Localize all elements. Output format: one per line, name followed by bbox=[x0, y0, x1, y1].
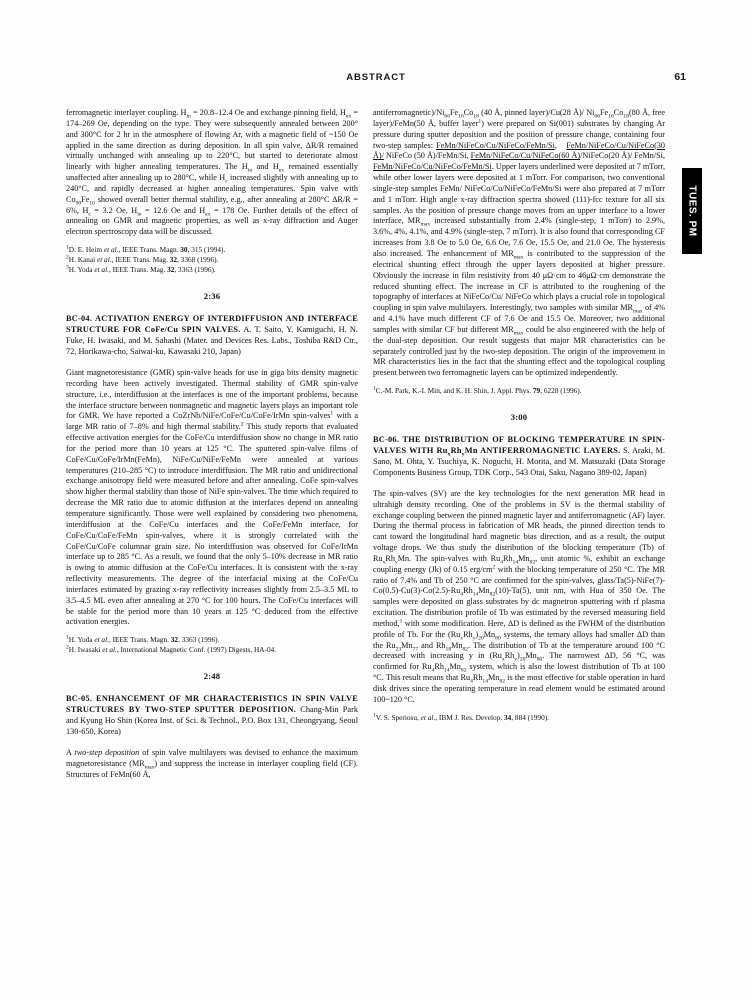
right-column bbox=[373, 108, 665, 723]
page-title: ABSTRACT bbox=[346, 72, 406, 83]
continued-abstract-paragraph: ferromagnetic interlayer coupling. $H_{in} = 20.8-12.4$ Oe and exchange pinning field, $H_{ex} = 174-269$ Oe, depending on the type. They were subsequently annealed between 200° and 300°C for 2 hr in the atmosphere of flowing Ar, with a magnetic field of ~150 Oe applied in the same direction as during deposition. In all spin valve, ΔR/R remained virtually unchanged with annealing up to 220°C, but started to deteriorate almost linearly with higher annealing temperatures. The $H_{in}$ and $H_{ex}$ remained essentially unaffected after annealing up to 280°C, while $H_c$ increased slightly with annealing up to 240°C, and rapidly decreased at higher annealing temperatures. Spin valve with $Co_{90}Fe_{10}$ showed overall better thermal stability, e.g., after annealing at 280°C ΔR/R = 6%, $H_c = 3.2$ Oe, $H_{in} = 12.6$ Oe and $H_{ex} = 178$ Oe. Further details of the effect of annealing on GMR and magnetic properties, as well as x-ray diffraction and Auger electron spectroscopy data will be discussed. bbox=[66, 108, 359, 237]
abstract-references-bc04 bbox=[66, 635, 358, 655]
abstract-authors-bc06: S. Araki, M. Sano, M. Ohta, Y. Tsuchiya, K. Noguchi, H. Morita, and M. Matsuzaki bbox=[373, 446, 666, 466]
abstract-affiliation-bc05: (Korea Inst. of Sci. & Technol., P.O. Box 131, Cheongryang, Seoul 130-650, Korea) bbox=[66, 716, 359, 737]
abstract-heading-bc05 bbox=[66, 694, 358, 738]
abstract-body-bc06: The spin-valves (SV) are the key technologies for the next generation MR head in ultrahigh density recording. One of the problems in SV is the thermal stability of exchange coupling between the pinned magnetic layer and antiferromagnetic (AF) layer. During the thermal process in fabrication of MR heads, the pinned direction tends to cant toward the longitudinal hard magnetic bias direction, and as a result, the output voltage drops. We thus study the distribution of the blocking temperature (Tb) of $Ru_xRh_yMn$. The spin-valves with $Ru_4Rh_{14}Mn_{82}$, unit atomic %, exhibit an exchange coupling energy (Jk) of 0.15 erg/$cm^2$ with the blocking temperature of 250 °C. The MR ratio of 7.4% and Tb of 250 °C are confirmed for the spin-valves, glass/$Ta(5)-NiFe(7)-Co(0.5)-Cu(3)-Co(2.5)-Ru_4Rh_{14}Mn_{82}(10)-Ta(5)$, unit nm, with Hua of 350 Oe. The samples were deposited on glass substrates by dc magnetron sputtering with rf plasma excitation. The distribution profile of Tb was estimated by the reversed measuring field method,$^1$ with some modification. Here, ΔD is defined as the FWHM of the distribution profile of Tb. For the $(Ru_xRh_y)_{20}Mn_{80}$ systems, the ternary alloys had smaller ΔD than the $Ru_{23}Mn_{77}$ and $Rh_{18}Mn_{82}$. The distribution of Tb at the temperature around 100 °C decreased with increasing y in $(Ru_xRh_y)_{20}Mn_{80}$. The narrowest ΔD, 56 °C, was confirmed for $Ru_4Rh_{14}Mn_{82}$ system, which is also the lowest distribution of Tb at 100 °C. This result means that $Ru_4Rh_{14}Mn_{82}$ is the most effective for stable operation in hard disk drives since the operating temperature in read element would be estimated around 100~120 °C. bbox=[373, 488, 666, 704]
abstract-heading-bc04 bbox=[66, 314, 358, 358]
reference-item: $^1$C.-M. Park, K.-I. Min, and K. H. Shin, J. Appl. Phys. 79, 6228 (1996). bbox=[373, 385, 582, 396]
running-head bbox=[66, 72, 686, 86]
reference-item: $^1$D. E. Heim et al., IEEE Trans. Magn. 30, 315 (1994). bbox=[66, 244, 226, 255]
abstract-title-bc05: ENHANCEMENT OF MR CHARACTERISTICS IN SPIN VALVE STRUCTURES BY TWO-STEP SPUTTER DEPOSITION. bbox=[66, 694, 358, 715]
continued-abstract-references-right bbox=[373, 386, 665, 396]
reference-item: $^2$H. Kanai et al., IEEE Trans. Mag. 32, 3368 (1996). bbox=[66, 254, 219, 265]
abstract-body-bc05: A two-step deposition of spin valve multilayers was devised to enhance the maximum magnetoresistance $(MR_{max})$ and suppress the increase in interlayer coupling field (CF). Structures of FeMn(60 Å, bbox=[66, 748, 359, 779]
abstract-body-bc04: Giant magnetoresistance (GMR) spin-valve heads for use in giga bits density magnetic recording have been actively investigated. Thermal stability of GMR spin-valve structure, i.e., interdiffusion at the interfaces is one of the important problems, because the interface structure between nonmagnetic and magnetic layers plays an important role for GMR. We have reported a CoZrNb/NiFe/CoFe/Cu/CoFe/IrMn spin-valves$^1$ with a large MR ratio of 7–8% and high thermal stability.$^2$ This study reports that evaluated effective activation energies for the CoFe/Cu interdiffusion show no change in MR ratio for the period more than 10 years at 125 °C. The sputtered spin-valve films of CoFe/Cu/CoFe/IrMn(FeMn), NiFe/Cu/NiFe/FeMn were annealed at various temperatures (210–285 °C) to introduce interdiffusion. The MR ratio and unidirectional exchange anisotropy field were measured before and after annealing. CoFe spin-valves show higher thermal stability than those of NiFe spin-valves. The time which required to decrease the MR ratio due to atomic diffusion at the interfaces depend on annealing temperature significantly. Those were well explained by considering two phenomena, interdiffusion at the CoFe/Cu interfaces and the CoFe/FeMn interface, for CoFe/Cu/CoFe/FeMn spin-valves, where it is strongly correlated with the CoFe/Cu/CoFe columnar grain size. No interdiffusion was observed for CoFe/IrMn interface up to 285 °C. As a result, we found that the only 5–10% decrease in MR ratio is owing to atomic diffusion at the CoFe/Cu interfaces. It is consistent with the x-ray reflectivity measurements. The degree of the interfacial mixing at the CoFe/Cu interfaces estimated by grazing x-ray reflectivity increases slightly from 2.5–3.5 ML to 3.5–4.5 ML even after annealing at 270 °C for 100 hours. The CoFe/Cu interfaces will be stable for the period more than 10 years at 125 °C deduced from the effective activation energies. bbox=[66, 368, 358, 627]
abstract-authors-bc04: A. T. Saito, Y. Kamiguchi, H. N. Fuke, H. Iwasaki, and M. Sahashi bbox=[66, 325, 358, 346]
abstract-code-bc05: BC-05. bbox=[66, 694, 93, 704]
abstract-affiliation-bc04: (Mater. and Devices Res. Labs., Toshiba R&D Ctr., 72, Horikawa-cho, Saiwai-ku, Kawasaki 210, Japan) bbox=[66, 336, 358, 357]
continued-abstract-references bbox=[66, 245, 358, 275]
abstract-title-bc06: THE DISTRIBUTION OF BLOCKING TEMPERATURE IN SPIN-VALVES WITH $Ru_xRh_yMn$ ANTIFERROMAGNETIC LAYERS. bbox=[373, 435, 665, 458]
abstract-code-bc06: BC-06. bbox=[373, 435, 400, 445]
abstract-affiliation-bc06: (Data Storage Components Business Group, TDK Corp., 543 Otai, Saku, Nagano 389-02, Japan) bbox=[373, 457, 666, 477]
abstract-heading-bc06 bbox=[373, 435, 665, 479]
time-slot-bc06: 3:00 bbox=[510, 412, 528, 423]
continued-abstract-paragraph-right: $antiferromagnetic)/Ni_{66}Fe_{16}Co_{18}$ (40 Å, pinned layer)/Cu(28 Å)/ $Ni_{66}Fe_{16}Co_{18}(80$ Å, free layer)/FeMn(50 Å, buffer layer$^1$) were prepared on Si(001) substrates by changing Ar pressure during sputter deposition and the position of pressure change, containing four two-step samples: FeMn/NiFeCo/Cu/NiFeCo/FeMn/Si, FeMn/NiFeCo/Cu/NiFeCo(30 Å)/ NiFeCo (50 Å)/FeMn/Si, FeMn/NiFeCo/Cu/NiFeCo(60 Å)/NiFeCo(20 Å)/ FeMn/Si, FeMn/NiFeCo/Cu/NiFeCo/FeMn/Si. Upper layers underlined were deposited at 7 mTorr, while other lower layers were deposited at 1 mTorr. For comparison, two conventional single-step samples FeMn/ NiFeCo/Cu/NiFeCo/FeMn/Si were also prepared at 7 mTorr and 1 mTorr. High angle x-ray diffraction spectra showed (111)-fcc texture for all six samples. As the position of pressure change moves from an upper interface to a lower interface, $MR_{max}$ increased substantially from 2.4% (single-step, 1 mTorr) to 2.9%, 3.6%, 4%, 4.1%, and 4.9% (single-step, 7 mTorr). It is also found that corresponding CF increases from 3.8 Oe to 5.0 Oe, 6.6 Oe, 7.6 Oe, 15.5 Oe, and 21.0 Oe. The hysteresis also increased. The enhancement of $MR_{max}$ is contributed to the suppression of the electrical shunting effect through the upper layers deposited at higher pressure. Obviously the increase in film resistivity from 40 μΩ·cm to 46μΩ·cm demonstrate the reduced shunting effect. The increase in CF is attributed to the roughening of the topography of interfaces at NiFeCo/Cu/ NiFeCo which plays a crucial role in topological coupling in spin valve multilayers. Interestingly, two samples with similar $MR_{max}$ of 4% and 4.1% have much different CF of 7.6 Oe and 15.5 Oe. Moreover, two additional samples with similar CF but different $MR_{max}$ could be also engineered with the help of the dual-step deposition. Our result suggests that major MR characteristics can be separately controlled just by the two-step deposition. The origin of the improvement in MR characteristics lies in the fact that the shunting effect and the topological coupling present between two ferromagnetic layers can be optimized independently. bbox=[373, 108, 665, 378]
time-slot-bc04: 2:36 bbox=[203, 291, 221, 302]
reference-item: $^1$H. Yoda et al., IEEE Trans. Magn. 32, 3363 (1996). bbox=[66, 634, 220, 645]
side-tab-label: TUES. PM bbox=[686, 185, 698, 237]
abstract-code-bc04: BC-04. bbox=[66, 314, 93, 324]
reference-item: $^2$H. Iwasaki et al., International Magnetic Conf. (1997) Digests, HA-04. bbox=[66, 644, 277, 655]
abstract-authors-bc05: Chang-Min Park and Kyung Ho Shin bbox=[66, 705, 358, 726]
time-slot-bc05: 2:48 bbox=[203, 671, 221, 682]
side-tab-tues-pm bbox=[682, 168, 702, 254]
abstract-title-bc04: ACTIVATION ENERGY OF INTERDIFFUSION AND INTERFACE STRUCTURE FOR CoFe/Cu SPIN VALVES. bbox=[66, 314, 358, 335]
reference-item: $^1$V. S. Speriosu, et al., IBM J. Res. Develop. 34, 884 (1990). bbox=[373, 712, 549, 722]
abstract-references-bc06 bbox=[373, 713, 665, 723]
reference-item: $^3$H. Yoda et al., IEEE Trans. Mag. 32, 3363 (1996). bbox=[66, 264, 216, 275]
page-number: 61 bbox=[674, 71, 686, 83]
left-column bbox=[66, 108, 358, 781]
